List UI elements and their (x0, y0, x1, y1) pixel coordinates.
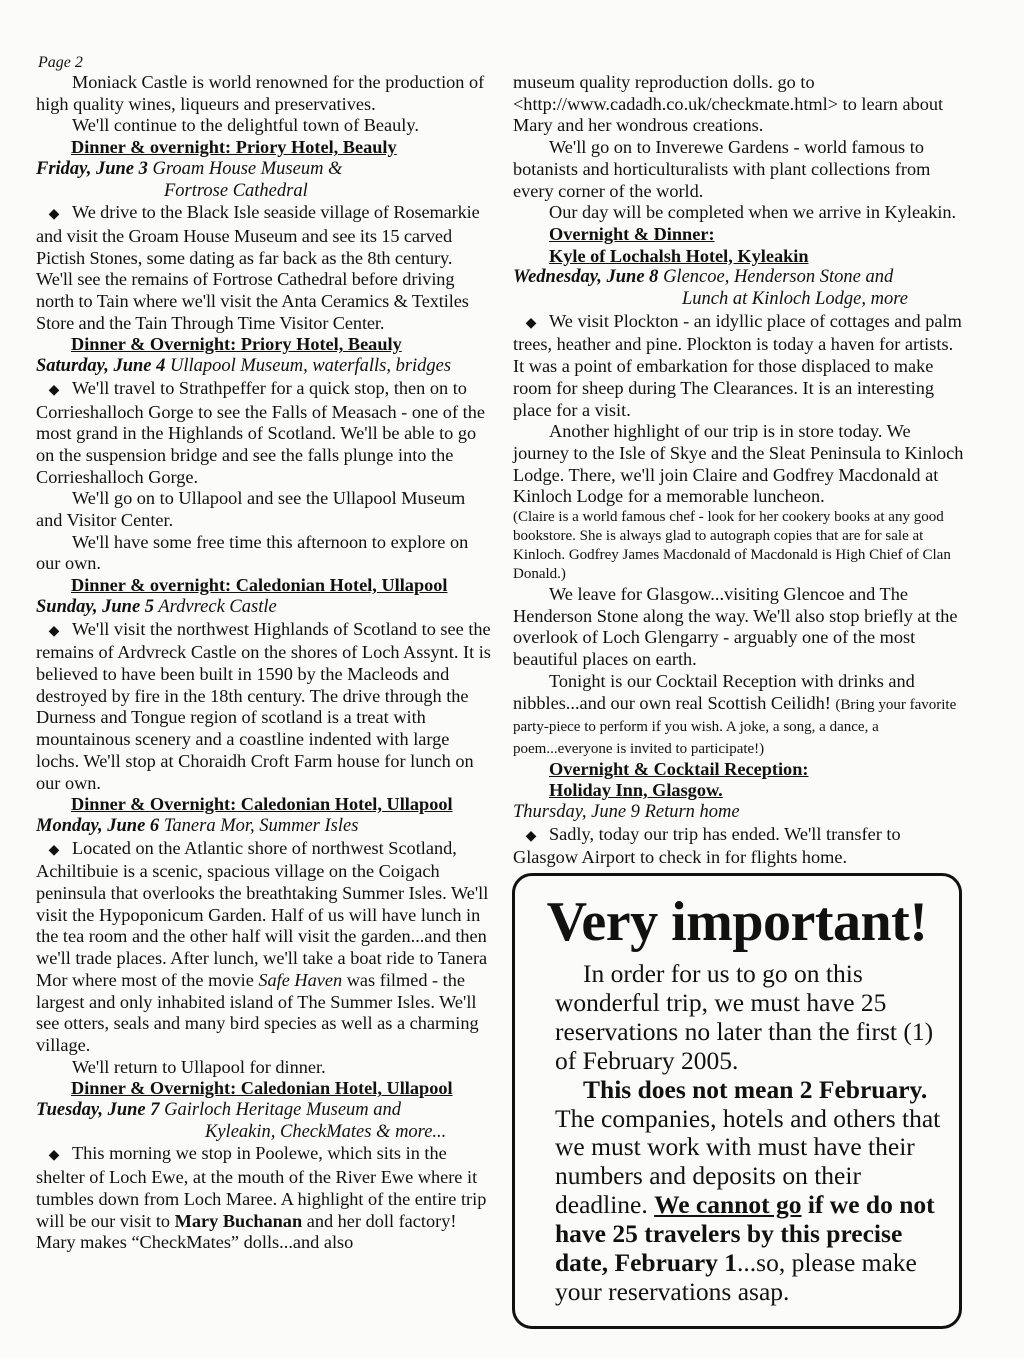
day-label: Friday, June 3 (36, 158, 148, 179)
moniack-paragraph: Moniack Castle is world renowned for the production of high quality wines, liqueurs and preservatives. (36, 72, 485, 114)
skye-paragraph: Another highlight of our trip is in store today. We journey to the Isle of Skye and the Sleat Peninsula to Kinloch Lodge. There, we'll join Claire and Godfrey Macdonald at Kinloch Lodge for a memorable luncheon. (513, 421, 964, 507)
heading-caledonian-hotel-3: Dinner & Overnight: Caledonian Hotel, Ullapool (71, 1078, 453, 1099)
heading-caledonian-hotel: Dinner & overnight: Caledonian Hotel, Ullapool (71, 575, 448, 596)
ullapool-museum-paragraph: We'll go on to Ullapool and see the Ullapool Museum and Visitor Center. (36, 488, 466, 531)
day-label: Sunday, June 5 (36, 596, 155, 617)
monday-paragraph: ◆Located on the Atlantic shore of northwest Scotland, Achiltibuie is a scenic, spacious village on the Coigach peninsula that overlooks the breathtaking Summer Isles. We'll visit the Hypoponicum Garden. Half of us will have lunch in the tea room and the other half will visit the garden...and then we'll trade places. After lunch, we'll take a boat ride to Tanera Mor where most of the movie Safe Haven was filmed - the largest and only inhabited island of The Summer Isles. We'll see otters, seals and many bird species as well as a charming village. (36, 838, 491, 1057)
free-time-paragraph: We'll have some free time this afternoon to explore on our own. (36, 531, 469, 574)
return-ullapool-paragraph: We'll return to Ullapool for dinner. (72, 1056, 326, 1077)
day-subtitle: Gairloch Heritage Museum and (164, 1100, 402, 1121)
kyleakin-paragraph: Our day will be completed when we arrive in Kyleakin. (549, 202, 957, 223)
inverewe-paragraph: We'll go on to Inverewe Gardens - world famous to botanists and horticulturalists with plant collections from every corner of the world. (513, 137, 931, 201)
diamond-bullet-icon (36, 1143, 72, 1167)
left-column (36, 72, 491, 1254)
day-subtitle: Ardvreck Castle (158, 596, 277, 617)
notice-closing: ...so, please make your reservations asap. (555, 1248, 917, 1306)
notice-warning-underlined: We cannot go (654, 1190, 802, 1220)
mary-buchanan-name: Mary Buchanan (174, 1210, 303, 1231)
day-tuesday-heading (36, 1100, 491, 1143)
friday-paragraph: ◆We drive to the Black Isle seaside village of Rosemarkie and visit the Groam House Museum and see its 15 carved Pictish Stones, some dating as far back as the 8th century. We'll see the remains of Fortrose Cathedral before driving north to Tain where we'll visit the Anta Ceramics & Textiles Store and the Tain Through Time Visitor Center. (36, 202, 491, 334)
cocktail-paragraph: Tonight is our Cocktail Reception with drinks and nibbles...and our own real Scottish Ceilidh! (Bring your favorite party-piece to perform if you wish. A joke, a song, a dance, a poem...everyone is invited to participate!) (513, 670, 957, 757)
important-notice-box (512, 873, 962, 1329)
beauly-paragraph: We'll continue to the delightful town of Beauly. (72, 115, 419, 136)
heading-cocktail-reception: Overnight & Cocktail Reception: (549, 758, 809, 779)
day-sunday-heading (36, 597, 491, 619)
day-friday-heading (36, 159, 491, 202)
heading-caledonian-hotel-2: Dinner & Overnight: Caledonian Hotel, Ullapool (71, 794, 453, 815)
diamond-bullet-icon (513, 824, 549, 848)
page-number: Page 2 (38, 54, 83, 71)
glasgow-paragraph: We leave for Glasgow...visiting Glencoe and The Henderson Stone along the way. We'll also stop briefly at the overlook of Loch Glengarry - arguably one of the most beautiful places on earth. (513, 584, 958, 670)
diamond-bullet-icon (513, 311, 549, 335)
movie-title: Safe Haven (258, 969, 343, 990)
day-subtitle: Return home (644, 801, 740, 822)
day-subtitle: Glencoe, Henderson Stone and (663, 267, 894, 288)
day-label: Monday, June 6 (36, 815, 160, 836)
saturday-paragraph: ◆We'll travel to Strathpeffer for a quick stop, then on to Corrieshalloch Gorge to see the Falls of Measach - one of the most grand in the Highlands of Scotland. We'll be able to go on the suspension bridge and see the falls plunge into the Corrieshalloch Gorge. (36, 378, 491, 489)
day-subtitle: Ullapool Museum, waterfalls, bridges (169, 356, 452, 377)
diamond-bullet-icon (36, 838, 72, 862)
notice-title: Very important! (546, 891, 928, 953)
day-thursday-heading (513, 802, 968, 824)
thursday-paragraph: ◆Sadly, today our trip has ended. We'll transfer to Glasgow Airport to check in for flights home. (513, 824, 968, 869)
notice-paragraph-2: The companies, hotels and others that we must work with must have their numbers and deposits on their deadline. We cannot go if we do not have 25 travelers by this precise date, February 1...so, please make your reservations asap. (555, 1103, 941, 1306)
day-label: Wednesday, June 8 (513, 267, 659, 288)
day-subtitle-line2: Fortrose Cathedral (164, 180, 308, 201)
heading-overnight-dinner: Overnight & Dinner: (549, 223, 715, 244)
day-wednesday-heading (513, 267, 968, 310)
diamond-bullet-icon (36, 619, 72, 643)
heading-holiday-inn: Holiday Inn, Glasgow. (549, 780, 723, 801)
diamond-bullet-icon (36, 378, 72, 402)
day-subtitle: Tanera Mor, Summer Isles (163, 815, 359, 836)
dolls-paragraph: museum quality reproduction dolls. go to <http://www.cadadh.co.uk/checkmate.html> to learn about Mary and her wondrous creations. (513, 72, 944, 136)
day-monday-heading (36, 816, 491, 838)
notice-warning: if we do not have 25 travelers by this precise date, February 1 (555, 1190, 935, 1278)
cocktail-note: (Bring your favorite party-piece to perform if you wish. A joke, a song, a dance, a poem...everyone is invited to participate!) (513, 696, 957, 757)
plockton-paragraph: ◆We visit Plockton - an idyllic place of cottages and palm trees, heather and pine. Plockton is today a haven for artists. It was a point of embarkation for those displaced to make room for sheep during The Clearances. It is an interesting place for a visit. (513, 311, 968, 422)
notice-emphasis: This does not mean 2 February. (583, 1074, 928, 1104)
day-subtitle-line2: Kyleakin, CheckMates & more... (205, 1121, 447, 1142)
day-saturday-heading (36, 356, 491, 378)
sunday-paragraph: ◆We'll visit the northwest Highlands of Scotland to see the remains of Ardvreck Castle on the shores of Loch Assynt. It is believed to have been built in 1590 by the Macleods and destroyed by fire in the 18th century. The drive through the Durness and Tongue region of scotland is a treat with mountainous scenery and a coastline indented with large lochs. We'll stop at Choraidh Croft Farm house for lunch on our own. (36, 619, 491, 795)
notice-paragraph-1: In order for us to go on this wonderful trip, we must have 25 reservations no later than the first (1) of February 2005. (555, 959, 934, 1075)
day-label: Saturday, June 4 (36, 356, 166, 377)
day-subtitle: Groam House Museum & (152, 158, 343, 179)
notice-body (555, 960, 947, 1307)
day-label: Thursday, June 9 (513, 801, 640, 822)
diamond-bullet-icon (36, 202, 72, 226)
heading-kyle-hotel: Kyle of Lochalsh Hotel, Kyleakin (549, 245, 809, 266)
claire-note: (Claire is a world famous chef - look for her cookery books at any good bookstore. She is always glad to autograph copies that are for sale at Kinloch. Godfrey James Macdonald of Macdonald is High Chief of Clan Donald.) (513, 509, 951, 583)
right-column (513, 72, 968, 869)
heading-priory-hotel: Dinner & overnight: Priory Hotel, Beauly (71, 137, 397, 158)
day-subtitle-line2: Lunch at Kinloch Lodge, more (682, 289, 908, 310)
tuesday-paragraph: ◆This morning we stop in Poolewe, which sits in the shelter of Loch Ewe, at the mouth of the River Ewe where it tumbles down from Loch Maree. A highlight of the entire trip will be our visit to Mary Buchanan and her doll factory! Mary makes “CheckMates” dolls...and also (36, 1143, 491, 1254)
heading-priory-hotel-2: Dinner & Overnight: Priory Hotel, Beauly (71, 334, 402, 355)
day-label: Tuesday, June 7 (36, 1100, 160, 1121)
